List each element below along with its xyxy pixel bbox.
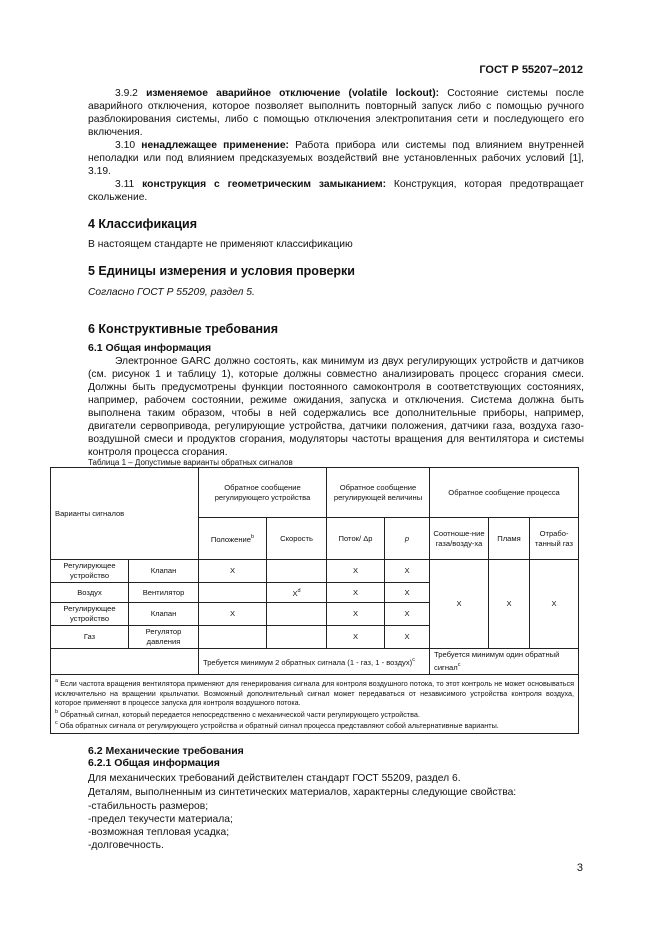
header-position: Положение$^b$ <box>199 518 267 560</box>
list-item: -долговечность. <box>88 840 164 851</box>
table-row <box>51 560 579 583</box>
section-4-text: В настоящем стандарте не применяют классификацию <box>88 239 353 250</box>
row-item: Клапан <box>129 603 199 626</box>
cell-position <box>199 583 267 603</box>
section-6-2-line2: Деталям, выполненным из синтетических материалов, характерны следующие свойства: <box>88 787 517 798</box>
section-4-title: 4 Классификация <box>88 217 198 231</box>
list-item: -возможная тепловая усадка; <box>88 827 230 838</box>
list-item: -стабильность размеров; <box>88 801 209 812</box>
paragraph-3-9-2 <box>88 87 584 139</box>
cell-speed <box>267 603 327 626</box>
row-group: Регулирующее устройство <box>51 560 129 583</box>
definition: Состояние системы после аварийного отключения, которое позволяет выполнить повторный запуск либо с помощью ручного разблокирования системы, либо с помощью отключения электропитания сети и последующего его включения. <box>88 88 584 138</box>
section-5-text: Согласно ГОСТ Р 55209, раздел 5. <box>88 287 255 298</box>
section-6-2-line1: Для механических требований действителен стандарт ГОСТ 55209, раздел 6. <box>88 773 461 784</box>
term: изменяемое аварийное отключение (volatile lockout): <box>146 88 440 99</box>
header-p: p <box>385 518 430 560</box>
cell-speed: $X^d$ <box>267 583 327 603</box>
table-notes <box>51 675 579 734</box>
cell-flame: X <box>489 560 530 649</box>
cell-p: X <box>385 626 430 649</box>
requirement-left: Требуется минимум 2 обратных сигнала (1 - газ, 1 - воздух)$^c$ <box>199 649 430 675</box>
list-item: -предел текучести материала; <box>88 814 233 825</box>
header-variants: Варианты сигналов <box>51 468 199 560</box>
paragraph-3-10 <box>88 139 584 178</box>
term: ненадлежащее применение: <box>141 140 289 151</box>
row-group: Воздух <box>51 583 129 603</box>
table-caption: Таблица 1 – Допустимые варианты обратных сигналов <box>88 458 293 467</box>
section-6-1-title: 6.1 Общая информация <box>88 342 212 354</box>
section-6-2-1-title: 6.2.1 Общая информация <box>88 757 220 769</box>
cell-flow: X <box>327 626 385 649</box>
paragraph-3-11 <box>88 178 584 204</box>
section-6-2-title: 6.2 Механические требования <box>88 745 244 757</box>
cell-position: X <box>199 603 267 626</box>
row-item: Клапан <box>129 560 199 583</box>
paragraph-number: 3.9.2 <box>115 88 138 99</box>
paragraph-number: 3.11 <box>115 179 135 190</box>
header-exhaust: Отрабо-танный газ <box>530 518 579 560</box>
header-speed: Скорость <box>267 518 327 560</box>
cell-flow: X <box>327 583 385 603</box>
header-flame: Пламя <box>489 518 530 560</box>
cell-position: X <box>199 560 267 583</box>
row-item: Регулятор давления <box>129 626 199 649</box>
header-reg-device: Обратное сообщение регулирующего устройства <box>199 468 327 518</box>
document-id: ГОСТ Р 55207–2012 <box>479 64 583 76</box>
note-b: $^b$ Обратный сигнал, который передается непосредственно с механической части регулирующего устройства. <box>55 708 420 719</box>
cell-ratio: X <box>430 560 489 649</box>
cell-speed <box>267 626 327 649</box>
section-6-1-body: Электронное GARC должно состоять, как минимум из двух регулирующих устройств и датчиков (см. рисунок 1 и таблицу 1), которые должны совместно анализировать процесс сгорания смеси. Должны быть предусмотрены функции постоянного самоконтроля в соответствующих состояниях, например, рабочем состоянии, режиме ожидания, запуска и отключения. Система должна быть выполнена таким образом, чтобы в ней содержались все дополнительные приборы, например, двигатели сервопривода, регулирующие устройства, датчики положения, датчики газа, воздуха газо-воздушной смеси и продуктов сгорания, модуляторы частоты вращения для вентилятора и системы контроля процесса сгорания. <box>88 356 584 458</box>
header-reg-value: Обратное сообщение регулирующей величины <box>327 468 430 518</box>
definition: Работа прибора или системы под влиянием внутренней неполадки или под влиянием предсказуемых воздействий вне установленных рабочих условий [1], 3.19. <box>88 140 584 177</box>
section-6-title: 6 Конструктивные требования <box>88 322 279 336</box>
row-item: Вентилятор <box>129 583 199 603</box>
section-6-1-text <box>88 355 584 459</box>
cell-flow: X <box>327 603 385 626</box>
note-a: $^a$ Если частота вращения вентилятора применяют для генерирования сигнала для контроля воздушного потока, то этот контроль не может основываться исключительно на вращении крыльчатки. Возможный дополнительный сигнал может передаваться от независимого устройства контроля воздуха, которое применяют в процессе запуска для контроля воздушного потока. <box>55 678 575 708</box>
row-group: Регулирующее устройство <box>51 603 129 626</box>
header-flow: Поток/ Δp <box>327 518 385 560</box>
cell-p: X <box>385 560 430 583</box>
section-5-title: 5 Единицы измерения и условия проверки <box>88 264 355 278</box>
requirement-right: Требуется минимум один обратный сигнал$^c$ <box>430 649 579 675</box>
signal-variants-table <box>50 467 579 734</box>
page-number: 3 <box>576 862 583 874</box>
term: конструкция с геометрическим замыканием: <box>142 179 387 190</box>
cell-speed <box>267 560 327 583</box>
cell-position <box>199 626 267 649</box>
cell-p: X <box>385 583 430 603</box>
cell-flow: X <box>327 560 385 583</box>
header-process: Обратное сообщение процесса <box>430 468 579 518</box>
header-ratio: Соотноше-ние газа/возду-ха <box>430 518 489 560</box>
definition: Конструкция, которая предотвращает скольжение. <box>88 179 584 203</box>
paragraph-number: 3.10 <box>115 140 136 151</box>
cell-p: X <box>385 603 430 626</box>
note-c: $^c$ Оба обратных сигнала от регулирующего устройства и обратный сигнал процесса представляют собой альтернативные варианты. <box>55 720 499 731</box>
cell-exhaust: X <box>530 560 579 649</box>
row-group: Газ <box>51 626 129 649</box>
